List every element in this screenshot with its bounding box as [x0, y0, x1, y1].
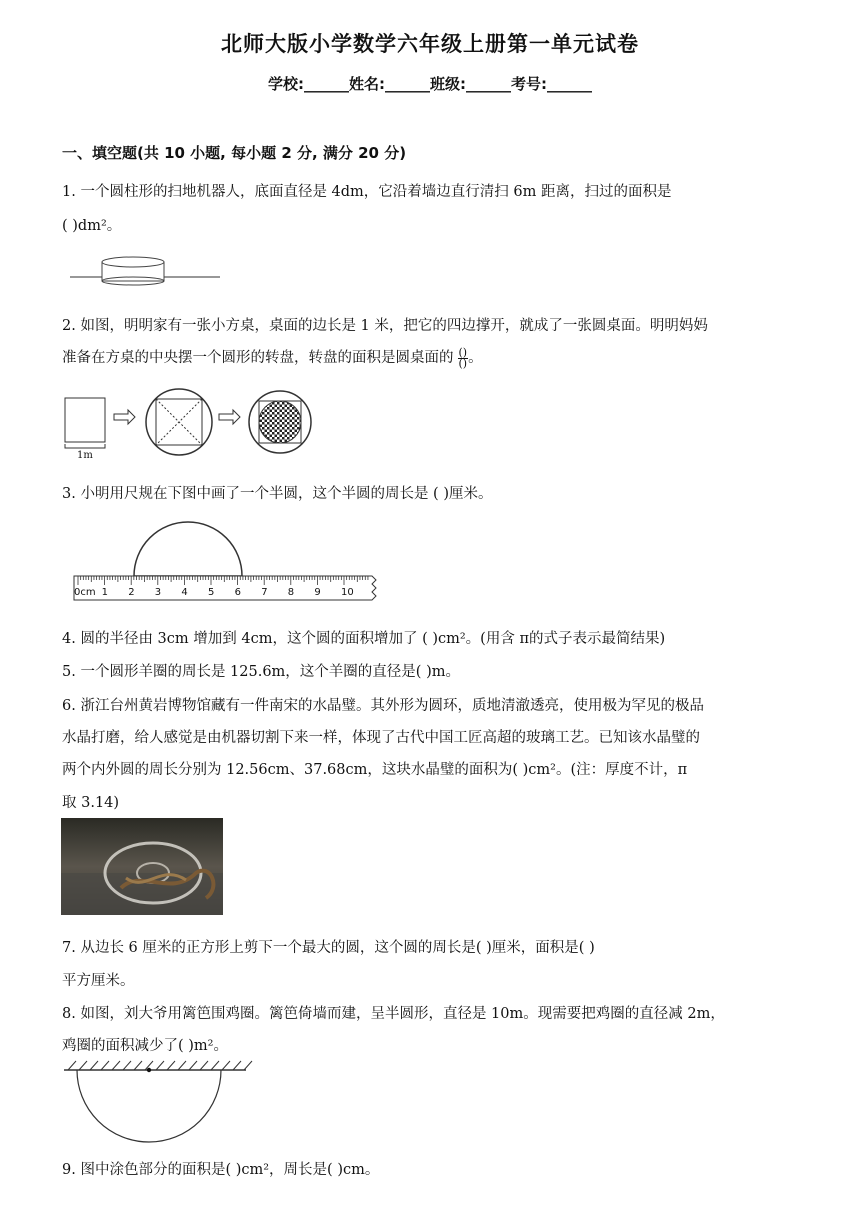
robot-cylinder-figure [66, 250, 226, 290]
question-6-line-4: 取 3.14) [62, 795, 120, 811]
crystal-disc-photo [61, 818, 223, 915]
chicken-coop-figure [60, 1058, 250, 1146]
fraction-blank [458, 345, 469, 370]
question-4-line-1: 4. 圆的半径由 3cm 增加到 4cm，这个圆的面积增加了 ( )cm²。(用含 π的式子表示最简结果) [62, 631, 666, 647]
ruler-label: 5 [208, 587, 215, 598]
table-transformation-figure [62, 392, 322, 462]
question-9-line-1: 9. 图中涂色部分的面积是( )cm²，周长是( )cm。 [62, 1162, 380, 1178]
table-side-label: 1m [77, 450, 93, 461]
ruler-label: 1 [101, 587, 108, 598]
question-2-text: 准备在方桌的中央摆一个圆形的转盘，转盘的面积是圆桌面的 [62, 350, 454, 366]
ruler-label: 2 [128, 587, 135, 598]
question-6-line-2: 水晶打磨，给人感觉是由机器切割下来一样，体现了古代中国工匠高超的玻璃工艺。已知该水晶璧的 [62, 730, 700, 746]
question-5-line-1: 5. 一个圆形羊圈的周长是 125.6m，这个羊圈的直径是( )m。 [62, 664, 460, 680]
question-8-line-1: 8. 如图，刘大爷用篱笆围鸡圈。篱笆倚墙而建，呈半圆形，直径是 10m。现需要把鸡圈的直径减 2m， [62, 1006, 725, 1022]
fraction-denominator: () [458, 356, 468, 370]
question-7-line-1: 7. 从边长 6 厘米的正方形上剪下一个最大的圆，这个圆的周长是( )厘米，面积是( ) [62, 940, 595, 956]
ruler-label: 6 [234, 587, 241, 598]
question-8-line-2: 鸡圈的面积减少了( )m²。 [62, 1038, 228, 1054]
question-6-line-3: 两个内外圆的周长分别为 12.56cm、37.68cm，这块水晶璧的面积为( )cm²。(注：厚度不计，π [62, 762, 688, 778]
question-1-line-2: ( )dm²。 [62, 218, 122, 234]
question-1-line-1: 1. 一个圆柱形的扫地机器人，底面直径是 4dm，它沿着墙边直行清扫 6m 距离，扫过的面积是 [62, 184, 672, 200]
ruler-label: 3 [154, 587, 162, 598]
question-6-line-1: 6. 浙江台州黄岩博物馆藏有一件南宋的水晶璧。其外形为圆环，质地清澈透亮，使用极为罕见的极品 [62, 698, 704, 714]
ruler-label: 8 [287, 587, 295, 598]
question-2-line-1: 2. 如图，明明家有一张小方桌，桌面的边长是 1 米，把它的四边撑开，就成了一张圆桌面。明明妈妈 [62, 318, 708, 334]
question-3-line-1: 3. 小明用尺规在下图中画了一个半圆，这个半圆的周长是 ( )厘米。 [62, 486, 493, 502]
question-2-end: 。 [468, 350, 483, 366]
ruler-label: 7 [261, 587, 268, 598]
ruler-label: 10 [341, 587, 354, 598]
ruler-label: 0cm [74, 587, 96, 598]
semicircle-ruler-figure [72, 514, 384, 606]
ruler-label: 9 [314, 587, 321, 598]
page-title: 北师大版小学数学六年级上册第一单元试卷 [221, 32, 639, 56]
question-7-line-2: 平方厘米。 [62, 973, 135, 989]
student-info-line: 学校:______姓名:______班级:______考号:______ [268, 75, 592, 93]
section-heading: 一、填空题(共 10 小题, 每小题 2 分, 满分 20 分) [62, 144, 407, 162]
fraction-numerator: () [458, 345, 468, 359]
question-2-line-2 [62, 346, 483, 369]
ruler-label: 4 [181, 587, 188, 598]
